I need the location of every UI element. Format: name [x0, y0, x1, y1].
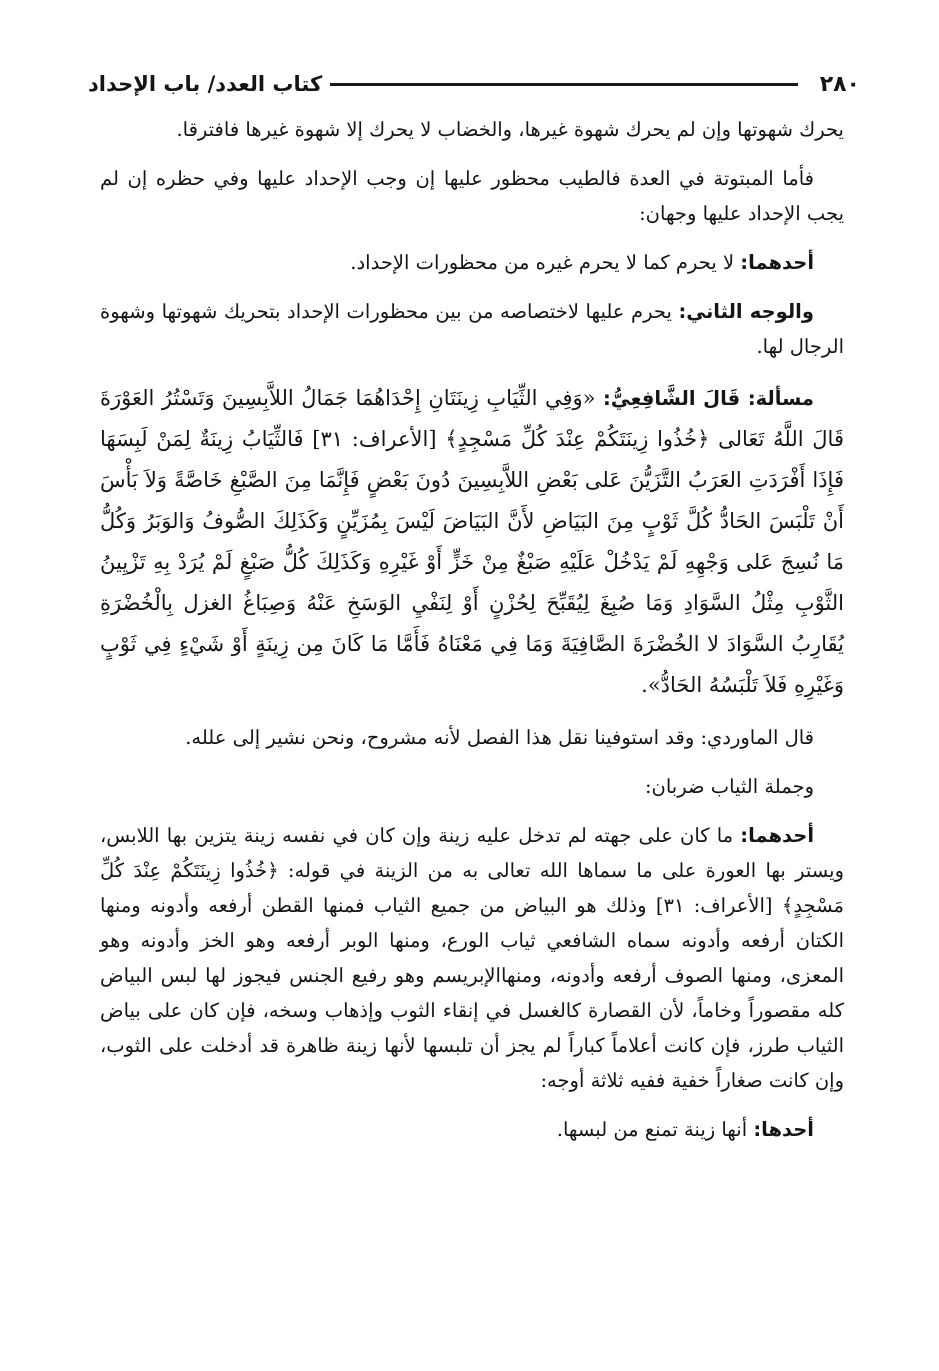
- paragraph-text: لا يحرم كما لا يحرم غيره من محظورات الإحداد.: [350, 251, 741, 274]
- paragraph-text: فأما المبتوتة في العدة فالطيب محظور عليها إن وجب الإحداد عليها وفي حظره إن لم يجب الإحداد عليها وجهان:: [100, 167, 844, 225]
- paragraph-first-aspect: [100, 1112, 844, 1147]
- paragraph-text: وجملة الثياب ضربان:: [644, 775, 814, 798]
- paragraph-text: يحرك شهوتها وإن لم يحرك شهوة غيرها، والخضاب لا يحرك إلا شهوة غيرها فافترقا.: [176, 118, 844, 141]
- page-header: [88, 64, 860, 104]
- page-body: [100, 112, 844, 1147]
- paragraph-lead: مسألة: قَالَ الشَّافِعِيُّ:: [603, 387, 814, 410]
- paragraph-text: «وَفِي الثِّيَابِ زِينَتَانِ إِحْدَاهُمَا جَمَالُ اللاَّبِسِينَ وَتَسْتُرُ العَوْرَةَ قَالَ اللَّهُ تَعَالى ﴿خُذُوا زِينَتَكُمْ عِنْدَ كُلِّ مَسْجِدٍ﴾ [الأعراف: ٣١] فَالثِّيَابُ زِينَةٌ لِمَنْ لَبِسَهَا فَإِذَا أَفْرَدَتِ العَرَبُ التَّزَيُّنَ عَلى بَعْضِ اللاَّبِسِينَ دُونَ بَعْضٍ فَإِنَّمَا مِنَ الصَّبْغِ خَاصَّةً وَلاَ بَأْسَ أَنْ تَلْبَسَ الحَادُّ كُلَّ ثَوْبٍ مِنَ البَيَاضِ لأَنَّ البَيَاضَ لَيْسَ بِمُزَيِّنٍ وَكَذَلِكَ الصُّوفُ وَالوَبَرُ وَكُلُّ مَا نُسِجَ عَلى وَجْهِهِ لَمْ يَدْخُلْ عَلَيْهِ صَبْغٌ مِنْ خَزٍّ أَوْ غَيْرِهِ وَكَذَلِكَ كُلُّ صَبْغٍ لَمْ يُرَدْ بِهِ تَزْيِينُ الثَّوْبِ مِثْلُ السَّوَادِ وَمَا صُبِغَ لِيُقَبِّحَ لِحُزْنٍ أَوْ لِنَفْيِ الوَسَخِ عَنْهُ وَصِبَاغُ الغزل بِالْخُضْرَةِ يُقَارِبُ السَّوَادَ لا الخُضْرَةَ الصَّافِيَةَ وَمَا فِي مَعْنَاهُ فَأَمَّا مَا كَانَ مِن زِينَةٍ أَوْ شَيْءٍ فِي ثَوْبٍ وَغَيْرِهِ فَلاَ تَلْبَسُهُ الحَادُّ».: [100, 386, 844, 697]
- paragraph-continuation: [100, 112, 844, 147]
- paragraph-first-view: [100, 245, 844, 280]
- page-number: ٢٨٠: [819, 71, 860, 97]
- header-rule: [330, 83, 798, 86]
- paragraph-text: ما كان على جهته لم تدخل عليه زينة وإن كان في نفسه زينة يتزين بها اللابس، ويستر بها العورة على ما سماها الله تعالى به من الزينة في قوله: ﴿خُذُوا زِينَتَكُمْ عِنْدَ كُلِّ مَسْجِدٍ﴾ [الأعراف: ٣١] وذلك هو البياض من جميع الثياب فمنها القطن أرفعه وأدونه ومنها الكتان أرفعه وأدونه سماه الشافعي ثياب الورع، ومنها الوبر أرفعه وهو الخز وأدونه وهو المعزى، ومنها الصوف أرفعه وأدونه، ومنهاالإبريسم وهو رفيع الجنس فيجوز لها لبس البياض كله مقصوراً وخاماً، لأن القصارة كالغسل في إنقاء الثوب وإذهاب وسخه، فإن كان على بياض الثياب طرز، فإن كانت أعلاماً كباراً لم يجز أن تلبسها لأنها زينة ظاهرة قد أدخلت على الثوب، وإن كانت صغاراً خفية ففيه ثلاثة أوجه:: [100, 824, 844, 1092]
- paragraph-text: يحرم عليها لاختصاصه من بين محظورات الإحداد بتحريك شهوتها وشهوة الرجال لها.: [100, 300, 844, 358]
- paragraph-lead: أحدهما:: [740, 824, 814, 847]
- paragraph-first-kind: [100, 818, 844, 1098]
- paragraph-text: أنها زينة تمنع من لبسها.: [556, 1118, 754, 1141]
- paragraph-mawardi: [100, 720, 844, 755]
- paragraph-two-kinds: [100, 769, 844, 804]
- running-title: كتاب العدد/ باب الإحداد: [88, 72, 323, 96]
- paragraph-text: قال الماوردي: وقد استوفينا نقل هذا الفصل لأنه مشروح، ونحن نشير إلى علله.: [185, 726, 814, 749]
- paragraph-lead: أحدهما:: [740, 251, 814, 274]
- paragraph-lead: والوجه الثاني:: [678, 300, 814, 323]
- paragraph-second-view: [100, 294, 844, 364]
- paragraph-masala-quote: [100, 378, 844, 706]
- paragraph-mabtuta: [100, 161, 844, 231]
- paragraph-lead: أحدها:: [753, 1118, 814, 1141]
